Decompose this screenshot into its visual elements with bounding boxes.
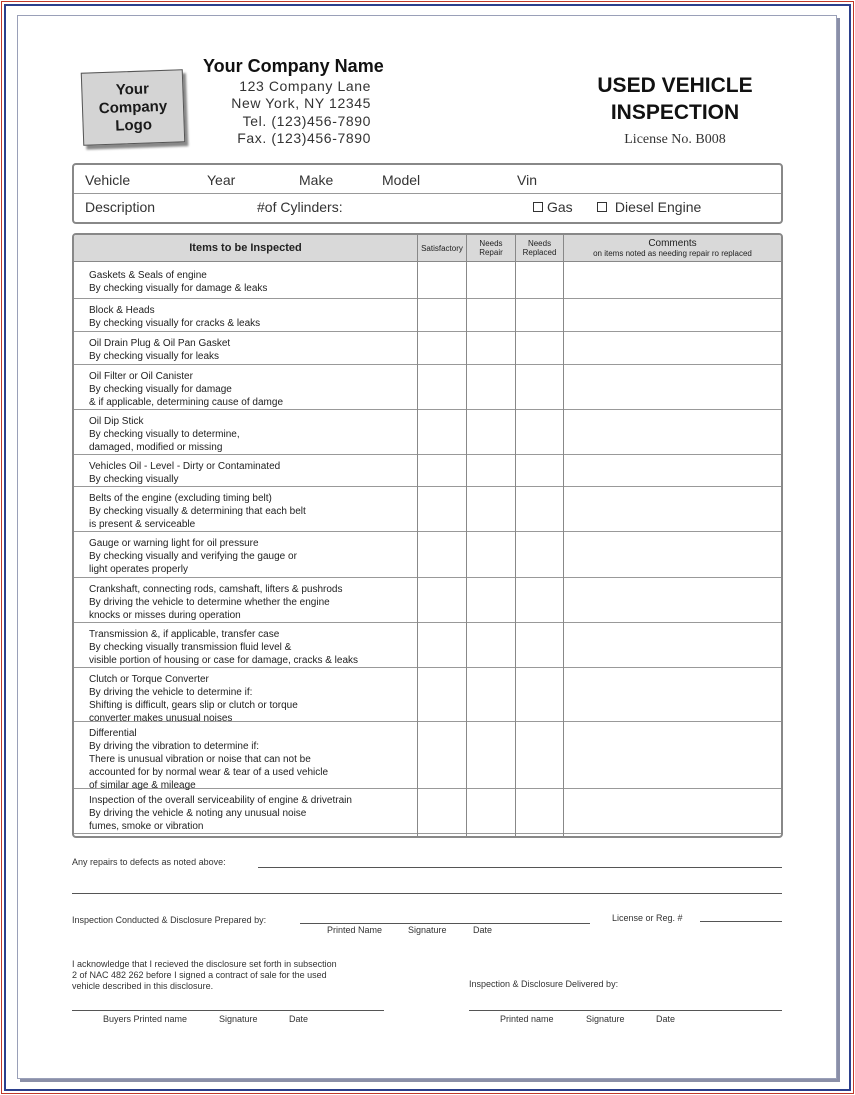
row-item-text: Transmission &, if applicable, transfer case By checking visually transmission fluid level & visible portion of housing or case for damage, cracks & leaks	[89, 629, 359, 666]
company-logo	[81, 69, 185, 146]
table-row	[74, 721, 781, 789]
needs-repair-cell[interactable]	[467, 531, 515, 577]
table-row	[74, 263, 781, 299]
needs-repair-cell[interactable]	[467, 577, 515, 622]
deliverer-date-caption: Date	[656, 1014, 676, 1024]
satisfactory-cell[interactable]	[418, 486, 466, 531]
comments-title: Comments	[648, 238, 697, 249]
column-divider-comments	[563, 235, 564, 836]
comments-cell[interactable]	[564, 409, 781, 454]
row-item-text: Belts of the engine (excluding timing belt) By checking visually & determining that each belt is present & serviceable	[89, 493, 306, 530]
comments-cell[interactable]	[564, 721, 781, 788]
needs-replaced-cell[interactable]	[516, 577, 563, 622]
header-needs-replaced: Needs Replaced	[522, 239, 557, 257]
buyer-signature-line[interactable]	[72, 1010, 384, 1011]
row-item-text: Inspection of the overall serviceability of engine & drivetrain By driving the vehicle & noting any unusual noise fumes, smoke or vibration	[89, 795, 352, 832]
repairs-line-1[interactable]	[258, 867, 782, 868]
comments-cell[interactable]	[564, 331, 781, 364]
vehicle-label[interactable]: Vehicle	[85, 172, 131, 188]
row-item-text: Gaskets & Seals of engine By checking visually for damage & leaks	[89, 270, 268, 294]
make-label[interactable]: Make	[299, 172, 334, 188]
table-row	[74, 788, 781, 834]
row-item-text: Gauge or warning light for oil pressure By checking visually and verifying the gauge or light operates properly	[89, 538, 297, 575]
satisfactory-cell[interactable]	[418, 298, 466, 331]
vin-label[interactable]: Vin	[517, 172, 537, 188]
comments-cell[interactable]	[564, 364, 781, 409]
buyers-printed-name-caption: Buyers Printed name	[103, 1014, 188, 1024]
comments-cell[interactable]	[564, 622, 781, 667]
inspection-table	[72, 233, 783, 838]
conducted-by-line[interactable]	[300, 923, 590, 924]
needs-replaced-cell[interactable]	[516, 667, 563, 721]
needs-replaced-cell[interactable]	[516, 298, 563, 331]
needs-repair-cell[interactable]	[467, 622, 515, 667]
satisfactory-cell[interactable]	[418, 263, 466, 298]
model-label[interactable]: Model	[382, 172, 421, 188]
satisfactory-cell[interactable]	[418, 577, 466, 622]
table-row	[74, 298, 781, 332]
needs-repair-cell[interactable]	[467, 454, 515, 486]
comments-cell[interactable]	[564, 531, 781, 577]
needs-replaced-cell[interactable]	[516, 788, 563, 833]
needs-repair-cell[interactable]	[467, 486, 515, 531]
needs-replaced-cell[interactable]	[516, 263, 563, 298]
year-label[interactable]: Year	[207, 172, 236, 188]
acknowledgement-text: I acknowledge that I recieved the disclosure set forth in subsection 2 of NAC 482 262 before I signed a contract of sale for the used vehicle described in this disclosure.	[72, 959, 337, 991]
title-line1: USED VEHICLE	[597, 74, 753, 97]
table-row	[74, 454, 781, 487]
needs-repair-cell[interactable]	[467, 667, 515, 721]
row-item-text: Clutch or Torque Converter By driving the vehicle to determine if: Shifting is difficult, gears slip or clutch or torque converter makes unusual noises	[89, 674, 298, 724]
cylinders-label[interactable]: #of Cylinders:	[257, 199, 343, 215]
company-address-line1: 123 Company Lane	[239, 78, 371, 94]
deliverer-printed-name-caption: Printed name	[500, 1014, 554, 1024]
satisfactory-cell[interactable]	[418, 331, 466, 364]
diesel-checkbox-icon[interactable]	[597, 202, 607, 212]
satisfactory-cell[interactable]	[418, 622, 466, 667]
needs-repair-cell[interactable]	[467, 298, 515, 331]
buyers-date-caption: Date	[289, 1014, 309, 1024]
needs-replaced-cell[interactable]	[516, 531, 563, 577]
company-tel: Tel. (123)456-7890	[242, 113, 371, 129]
needs-replaced-cell[interactable]	[516, 721, 563, 788]
row-item-text: Crankshaft, connecting rods, camshaft, lifters & pushrods By driving the vehicle to determine whether the engine knocks or misses during operation	[89, 584, 343, 621]
needs-replaced-cell[interactable]	[516, 622, 563, 667]
comments-cell[interactable]	[564, 667, 781, 721]
satisfactory-cell[interactable]	[418, 667, 466, 721]
gas-option[interactable]	[533, 199, 573, 215]
comments-cell[interactable]	[564, 486, 781, 531]
description-label[interactable]: Description	[85, 199, 156, 215]
column-divider-satisfactory	[417, 235, 418, 836]
satisfactory-cell[interactable]	[418, 454, 466, 486]
satisfactory-cell[interactable]	[418, 531, 466, 577]
row-item-text: Oil Drain Plug & Oil Pan Gasket By checking visually for leaks	[89, 338, 231, 362]
comments-cell[interactable]	[564, 263, 781, 298]
company-address-line2: New York, NY 12345	[231, 95, 371, 111]
row-item-text: Oil Filter or Oil Canister By checking visually for damage & if applicable, determining cause of damge	[89, 371, 284, 408]
table-row	[74, 577, 781, 623]
header-comments	[564, 235, 781, 261]
date-caption: Date	[473, 925, 493, 935]
table-row	[74, 622, 781, 668]
header-satisfactory: Satisfactory	[421, 243, 463, 253]
license-reg-line[interactable]	[700, 921, 782, 922]
needs-repair-cell[interactable]	[467, 788, 515, 833]
title-line2: INSPECTION	[610, 101, 740, 124]
vehicle-info-box	[72, 163, 783, 224]
diesel-option[interactable]	[597, 199, 701, 215]
buyers-signature-caption: Signature	[219, 1014, 258, 1024]
column-divider-repair	[466, 235, 467, 836]
row-item-text: Block & Heads By checking visually for cracks & leaks	[89, 305, 261, 329]
row-item-text: Differential By driving the vibration to determine if: There is unusual vibration or noise that can not be accounted for by normal wear & tear of a used vehicle of similar age & mileage	[89, 728, 329, 791]
needs-replaced-cell[interactable]	[516, 409, 563, 454]
needs-repair-cell[interactable]	[467, 721, 515, 788]
deliverer-signature-caption: Signature	[586, 1014, 625, 1024]
signature-caption: Signature	[408, 925, 447, 935]
deliverer-signature-line[interactable]	[469, 1010, 782, 1011]
delivered-by-label: Inspection & Disclosure Delivered by:	[469, 979, 619, 989]
needs-repair-cell[interactable]	[467, 263, 515, 298]
gas-label: Gas	[547, 199, 573, 215]
conducted-by-label: Inspection Conducted & Disclosure Prepared by:	[72, 915, 267, 925]
comments-cell[interactable]	[564, 298, 781, 331]
satisfactory-cell[interactable]	[418, 364, 466, 409]
needs-replaced-cell[interactable]	[516, 454, 563, 486]
satisfactory-cell[interactable]	[418, 409, 466, 454]
column-divider-replaced	[515, 235, 516, 836]
company-fax: Fax. (123)456-7890	[237, 130, 371, 146]
table-row	[74, 364, 781, 410]
repairs-label: Any repairs to defects as noted above:	[72, 857, 226, 867]
row-item-text: Oil Dip Stick By checking visually to determine, damaged, modified or missing	[89, 416, 240, 453]
table-row	[74, 667, 781, 722]
license-number: License No. B008	[624, 132, 726, 147]
vehicle-box-divider	[74, 193, 781, 194]
table-row	[74, 531, 781, 578]
printed-name-caption: Printed Name	[327, 925, 383, 935]
repairs-line-2[interactable]	[72, 893, 782, 894]
comments-cell[interactable]	[564, 788, 781, 833]
needs-replaced-cell[interactable]	[516, 364, 563, 409]
gas-checkbox-icon[interactable]	[533, 202, 543, 212]
license-reg-label: License or Reg. #	[612, 913, 683, 923]
comments-cell[interactable]	[564, 454, 781, 486]
row-item-text: Vehicles Oil - Level - Dirty or Contaminated By checking visually	[89, 461, 281, 485]
header-items: Items to be Inspected	[189, 241, 302, 254]
needs-repair-cell[interactable]	[467, 409, 515, 454]
needs-replaced-cell[interactable]	[516, 486, 563, 531]
needs-repair-cell[interactable]	[467, 331, 515, 364]
comments-cell[interactable]	[564, 577, 781, 622]
logo-text: Your Company Logo	[98, 79, 168, 135]
needs-repair-cell[interactable]	[467, 364, 515, 409]
diesel-label: Diesel Engine	[614, 199, 702, 215]
needs-replaced-cell[interactable]	[516, 331, 563, 364]
satisfactory-cell[interactable]	[418, 721, 466, 788]
company-name: Your Company Name	[203, 56, 384, 76]
header-needs-repair: Needs Repair	[479, 239, 503, 257]
table-row	[74, 409, 781, 455]
satisfactory-cell[interactable]	[418, 788, 466, 833]
document-title	[575, 72, 775, 126]
comments-subtitle: on items noted as needing repair ro replaced	[593, 249, 752, 258]
table-row	[74, 331, 781, 365]
table-row	[74, 486, 781, 532]
